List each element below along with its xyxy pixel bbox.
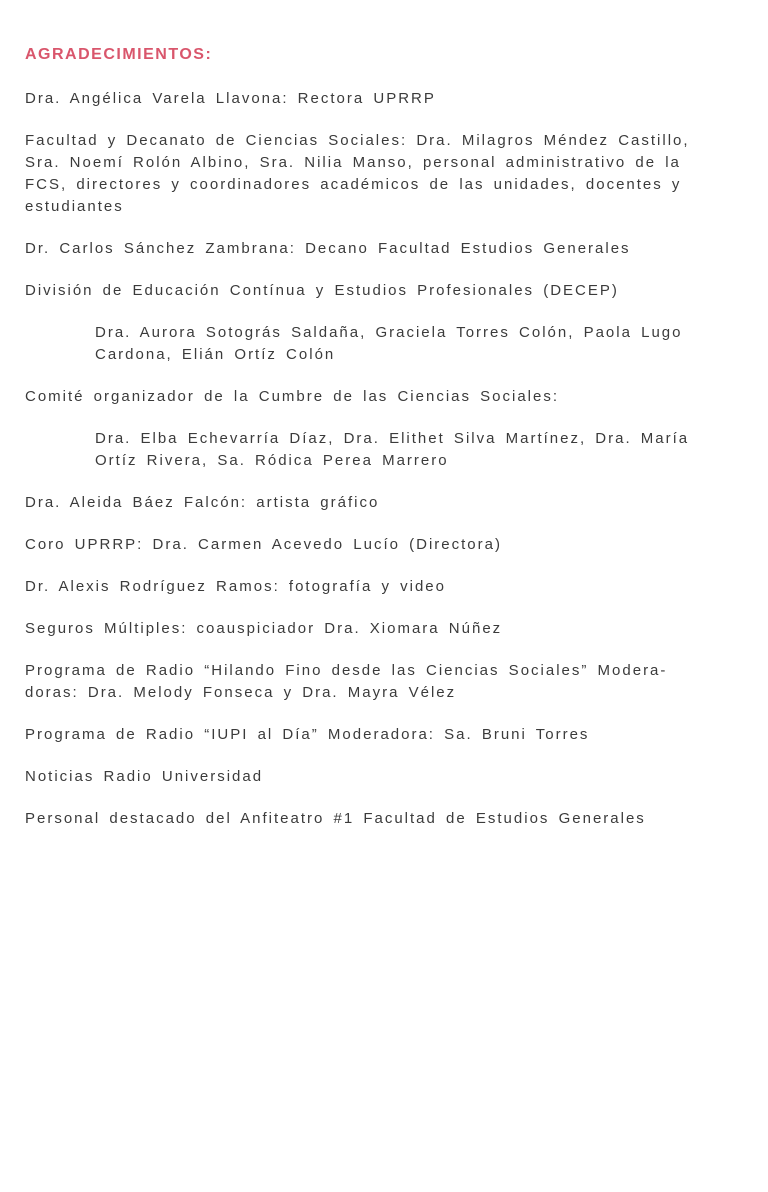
paragraph-comite-organizador <box>25 386 740 408</box>
paragraph-line: Dr. Alexis Rodríguez Ramos: fotografía y video <box>25 578 446 595</box>
paragraph-rectora <box>25 88 740 110</box>
paragraph-radio-hilando-fino <box>25 660 740 704</box>
paragraph-fotografia-video <box>25 576 740 598</box>
paragraph-line: Coro UPRRP: Dra. Carmen Acevedo Lucío (Directora) <box>25 536 502 553</box>
paragraph-line: Facultad y Decanato de Ciencias Sociales: Dra. Milagros Méndez Castillo, <box>25 132 690 149</box>
paragraph-line: Personal destacado del Anfiteatro #1 Facultad de Estudios Generales <box>25 810 646 827</box>
paragraph-noticias-radio-universidad <box>25 766 740 788</box>
paragraph-line: División de Educación Contínua y Estudios Profesionales (DECEP) <box>25 282 619 299</box>
paragraph-decep <box>25 280 740 302</box>
paragraph-line: Sra. Noemí Rolón Albino, Sra. Nilia Manso, personal administrativo de la <box>25 154 681 171</box>
paragraph-coro-uprrp <box>25 534 740 556</box>
paragraph-line: Dr. Carlos Sánchez Zambrana: Decano Facultad Estudios Generales <box>25 240 631 257</box>
paragraph-line: Dra. Aurora Sotográs Saldaña, Graciela Torres Colón, Paola Lugo <box>95 324 683 341</box>
paragraph-line: Programa de Radio “Hilando Fino desde las Ciencias Sociales” Modera- <box>25 662 668 679</box>
paragraph-decep-personas <box>25 322 740 366</box>
paragraph-line: Cardona, Elián Ortíz Colón <box>95 346 336 363</box>
paragraph-line: Dra. Angélica Varela Llavona: Rectora UPRRP <box>25 90 436 107</box>
paragraph-line: Dra. Aleida Báez Falcón: artista gráfico <box>25 494 380 511</box>
paragraph-line: Comité organizador de la Cumbre de las Ciencias Sociales: <box>25 388 560 405</box>
paragraph-personal-anfiteatro <box>25 808 740 830</box>
paragraph-line: Dra. Elba Echevarría Díaz, Dra. Elithet Silva Martínez, Dra. María <box>95 430 690 447</box>
paragraph-radio-iupi-al-dia <box>25 724 740 746</box>
paragraph-line: estudiantes <box>25 198 124 215</box>
paragraph-facultad-decanato <box>25 130 740 218</box>
paragraph-comite-personas <box>25 428 740 472</box>
paragraph-artista-grafico <box>25 492 740 514</box>
paragraph-line: doras: Dra. Melody Fonseca y Dra. Mayra Vélez <box>25 684 457 701</box>
paragraph-seguros-multiples <box>25 618 740 640</box>
paragraph-line: Seguros Múltiples: coauspiciador Dra. Xiomara Núñez <box>25 620 503 637</box>
paragraph-line: Noticias Radio Universidad <box>25 768 264 785</box>
acknowledgments-heading: AGRADECIMIENTOS: <box>25 46 213 63</box>
paragraph-line: Ortíz Rivera, Sa. Ródica Perea Marrero <box>95 452 449 469</box>
paragraph-line: FCS, directores y coordinadores académicos de las unidades, docentes y <box>25 176 682 193</box>
paragraph-decano-estudios-generales <box>25 238 740 260</box>
paragraph-line: Programa de Radio “IUPI al Día” Moderadora: Sa. Bruni Torres <box>25 726 590 743</box>
